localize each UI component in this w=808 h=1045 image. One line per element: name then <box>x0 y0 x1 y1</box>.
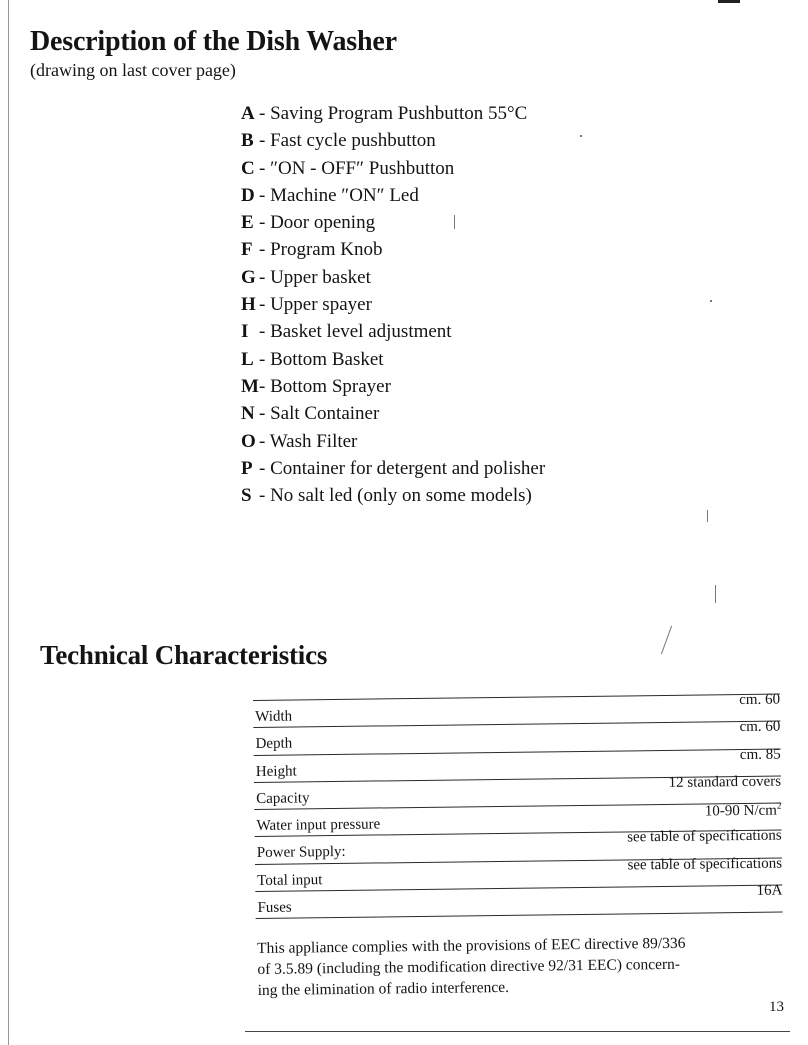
spec-label: Capacity <box>256 790 310 807</box>
note-line: ing the elimination of radio interference. <box>257 978 510 999</box>
part-letter: S <box>241 485 252 507</box>
spec-table <box>253 691 783 920</box>
spec-label: Width <box>255 708 293 725</box>
scan-speck <box>710 300 712 302</box>
part-text: - Upper basket <box>259 266 371 288</box>
list-item <box>241 318 545 345</box>
list-item <box>241 373 545 400</box>
part-letter: N <box>241 403 255 425</box>
page-number: 13 <box>769 999 784 1015</box>
description-title: Description of the Dish Washer <box>30 26 397 57</box>
list-item <box>241 236 545 263</box>
list-item <box>241 455 545 482</box>
part-text: - ″ON - OFF″ Pushbutton <box>259 157 455 179</box>
part-text: - Bottom Basket <box>259 348 384 370</box>
page-edge-rule <box>8 0 9 1045</box>
list-item <box>241 400 545 427</box>
scan-speck <box>661 626 672 655</box>
part-text: - Salt Container <box>259 403 380 425</box>
note-line: This appliance complies with the provisions of EEC directive 89/336 <box>257 934 686 957</box>
spec-value: see table of specifications <box>627 828 782 846</box>
spec-value <box>705 801 782 821</box>
list-item <box>241 264 545 291</box>
list-item <box>241 428 545 455</box>
parts-list <box>241 100 545 509</box>
part-text: - Door opening <box>259 212 376 234</box>
part-text: - Program Knob <box>259 239 383 261</box>
spec-label: Water input pressure <box>256 816 381 835</box>
spec-value: cm. 60 <box>739 691 781 709</box>
part-text: - Wash Filter <box>259 430 358 452</box>
spec-label: Height <box>255 763 297 780</box>
spec-label: Depth <box>255 735 293 753</box>
scan-speck <box>580 135 582 137</box>
list-item <box>241 482 545 509</box>
part-letter: O <box>241 430 256 452</box>
list-item <box>241 209 545 236</box>
part-text: - Container for detergent and polisher <box>259 457 546 479</box>
list-item <box>241 127 545 154</box>
part-letter: A <box>241 103 255 124</box>
superscript: 2 <box>776 800 782 811</box>
scan-speck <box>715 585 716 603</box>
part-letter: L <box>241 348 254 370</box>
footer-rule <box>245 1031 790 1032</box>
list-item <box>241 291 545 318</box>
part-text: - Saving Program Pushbutton 55°C <box>259 103 528 124</box>
compliance-note <box>257 931 798 1001</box>
part-text: - Fast cycle pushbutton <box>259 130 436 152</box>
part-letter: H <box>241 294 256 316</box>
scan-speck <box>454 215 455 229</box>
part-letter: P <box>241 457 253 479</box>
list-item <box>241 182 545 209</box>
note-line: of 3.5.89 (including the modification directive 92/31 EEC) concern- <box>257 955 681 978</box>
list-item <box>241 100 545 127</box>
spec-label: Total input <box>257 871 323 889</box>
part-text: - Basket level adjustment <box>259 321 452 343</box>
spec-value: cm. 60 <box>739 718 781 736</box>
technical-title: Technical Characteristics <box>40 640 328 670</box>
list-item <box>241 346 545 373</box>
part-text: - Bottom Sprayer <box>259 375 391 397</box>
part-letter: M <box>241 375 259 397</box>
part-text: - Upper spayer <box>259 294 372 316</box>
part-text: - Machine ″ON″ Led <box>259 184 419 206</box>
scan-speck <box>707 510 708 522</box>
spec-value: 16A <box>756 882 783 899</box>
part-letter: B <box>241 130 254 152</box>
part-letter: I <box>241 321 249 343</box>
spec-label: Power Supply: <box>256 844 346 862</box>
part-letter: F <box>241 239 253 261</box>
part-letter: D <box>241 184 255 206</box>
part-text: - No salt led (only on some models) <box>259 485 532 507</box>
description-subtitle: (drawing on last cover page) <box>30 60 236 80</box>
spec-value: 12 standard covers <box>668 773 782 791</box>
part-letter: E <box>241 212 254 234</box>
spec-value: cm. 85 <box>739 746 781 763</box>
spec-value: see table of specifications <box>627 855 783 874</box>
table-row <box>255 882 783 920</box>
list-item <box>241 155 545 182</box>
spec-value-text: 10-90 N/cm <box>704 802 777 820</box>
scan-mark <box>718 0 740 3</box>
spec-label: Fuses <box>257 899 292 917</box>
part-letter: C <box>241 157 255 179</box>
part-letter: G <box>241 266 256 288</box>
